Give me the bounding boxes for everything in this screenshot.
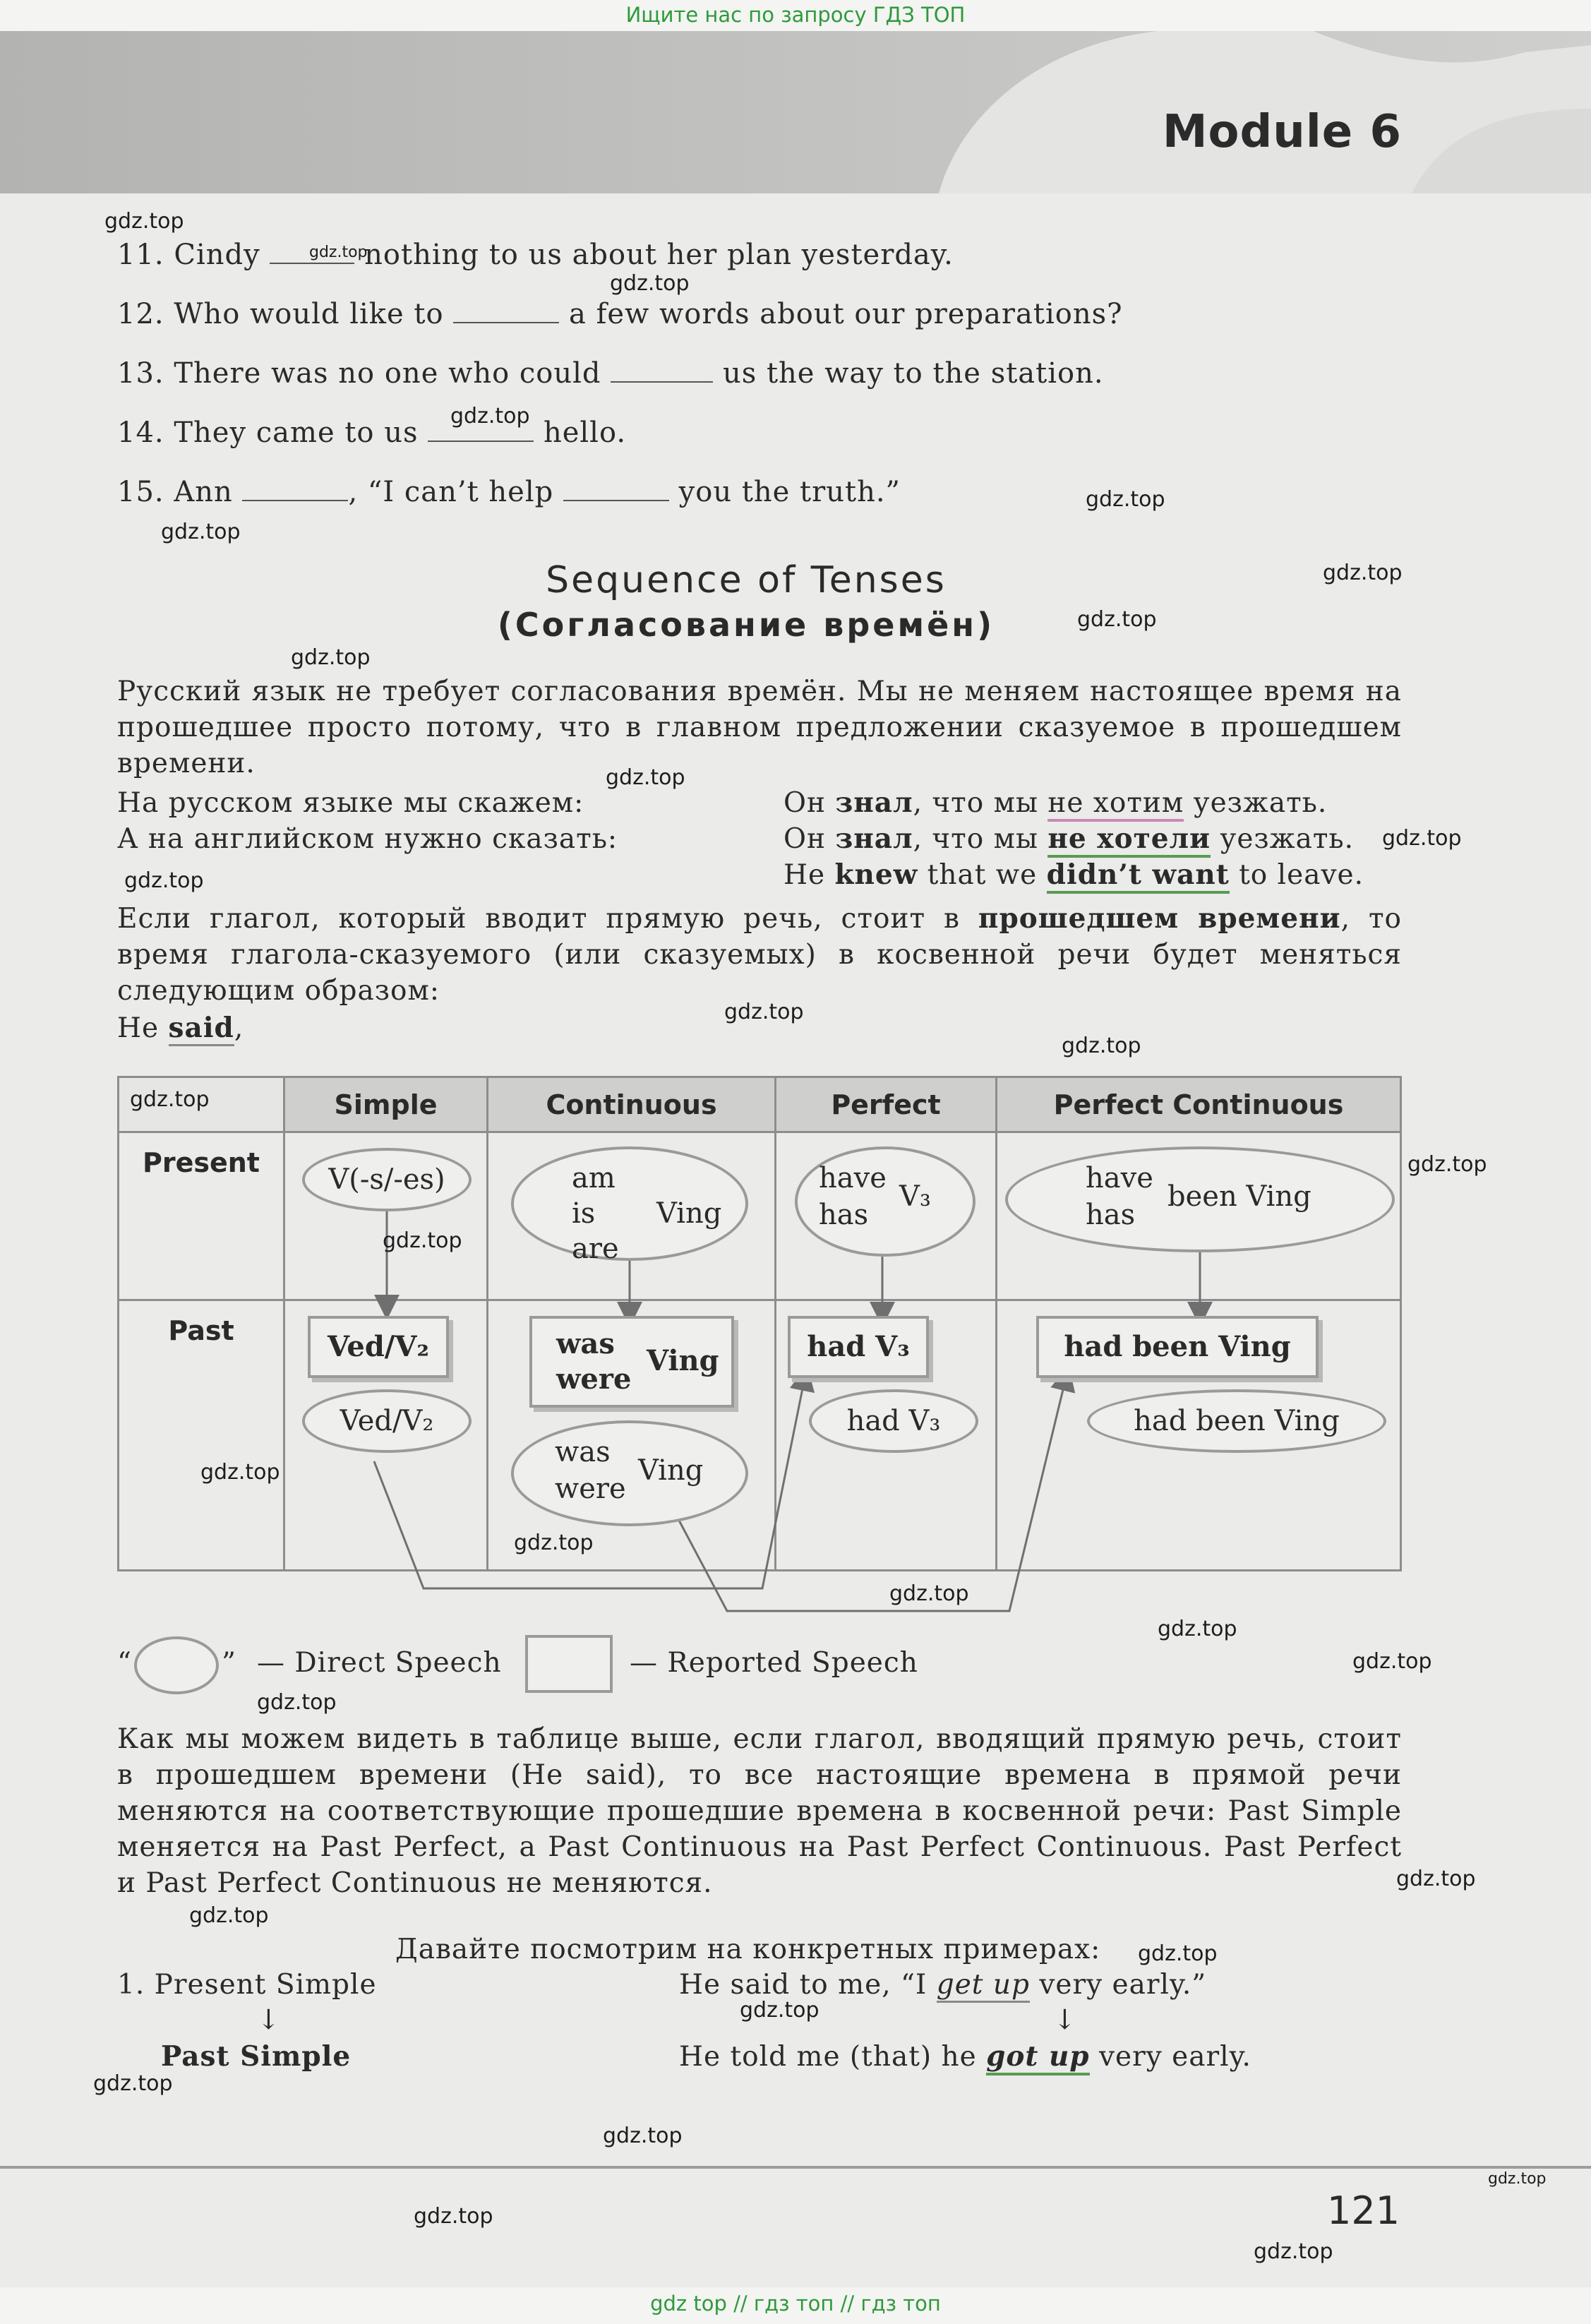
- english-example: He knew that we didn’t want to leave.: [784, 857, 1364, 893]
- exercise-text: you the truth.”: [678, 476, 901, 508]
- past-perfect-continuous-oval: had been Ving: [1087, 1389, 1386, 1453]
- russian-example-1: Он знал, что мы не хотим уезжать.: [784, 785, 1327, 821]
- down-arrow: ↓: [257, 2004, 281, 2036]
- explanation-paragraph: Как мы можем видеть в таблице выше, если глагол, вводящий прямую речь, стоит в прошедшем времени (He said), то все настоящие времена в прямой речи меняются на соответствующие прошедшие времена в косвенной речи: Past Simple меняется на Past Perfect, а Past Continuous на Past Perfect Continuous. Past Perfect и Past Perfect Continuous не меняются.: [117, 1723, 1402, 1899]
- module-title: Module 6: [1162, 106, 1402, 158]
- watermark: gdz.top: [603, 2124, 683, 2148]
- exercise-text: , “I can’t help: [348, 476, 554, 508]
- past-continuous-box: was were Ving: [529, 1316, 734, 1408]
- past-perfect-continuous-box: had been Ving: [1036, 1316, 1319, 1378]
- exercise-number: 14.: [117, 417, 164, 449]
- exercise-text: us the way to the station.: [722, 357, 1104, 390]
- legend-direct-oval: [134, 1636, 219, 1694]
- watermark: gdz.top: [1077, 607, 1157, 632]
- exercise-text: Ann: [174, 476, 233, 508]
- footer-divider: [0, 2166, 1591, 2169]
- watermark: gdz.top: [1382, 826, 1462, 851]
- watermark: gdz.top: [291, 645, 371, 670]
- watermark: gdz.top: [1396, 1867, 1476, 1891]
- watermark: gdz.top: [1062, 1034, 1141, 1058]
- he-said-line: He said,: [117, 1010, 244, 1046]
- row-past: Past: [119, 1300, 284, 1571]
- watermark: gdz.top: [1488, 2170, 1547, 2188]
- present-perfect-oval: have has V₃: [795, 1146, 975, 1257]
- present-simple-oval: V(-s/-es): [302, 1148, 472, 1211]
- russian-example-2: Он знал, что мы не хотели уезжать.: [784, 821, 1354, 857]
- example-1-label: 1. Present Simple: [117, 1969, 377, 2001]
- down-arrow: ↓: [1053, 2004, 1077, 2036]
- watermark: gdz.top: [450, 404, 530, 429]
- watermark: gdz.top: [1323, 561, 1403, 585]
- watermark: gdz.top: [189, 1903, 269, 1928]
- past-continuous-oval: was were Ving: [511, 1420, 748, 1526]
- exercise-number: 12.: [117, 298, 164, 330]
- watermark: gdz.top: [104, 209, 184, 234]
- exercise-text: a few words about our preparations?: [569, 298, 1123, 330]
- past-simple-box: Ved/V₂: [308, 1316, 449, 1378]
- present-perfect-continuous-oval: have has been Ving: [1005, 1146, 1395, 1252]
- example-1-reported: He told me (that) he got up very early.: [679, 2039, 1251, 2075]
- rule-paragraph: Если глагол, который вводит прямую речь, стоит в прошедшем времени, то время глагола-сказуемого (или сказуемых) в косвенной речи будет меняться следующим образом:: [117, 902, 1402, 1007]
- watermark: gdz.top: [1352, 1649, 1432, 1674]
- watermark: gdz.top: [414, 2204, 493, 2229]
- exercise-text: Cindy: [174, 239, 260, 271]
- russian-label: На русском языке мы скажем:: [117, 787, 584, 819]
- exercise-number: 15.: [117, 476, 164, 508]
- watermark: gdz.top: [161, 520, 241, 544]
- legend-close-quote: ”: [222, 1647, 236, 1679]
- exercise-text: hello.: [543, 417, 627, 449]
- past-perfect-box: had V₃: [788, 1316, 929, 1378]
- section-title: Sequence of Tenses: [546, 559, 947, 601]
- watermark: gdz.top: [1086, 487, 1165, 512]
- watermark: gdz.top: [724, 1000, 804, 1024]
- watermark: gdz.top: [1254, 2239, 1333, 2264]
- watermark: gdz.top: [889, 1581, 969, 1606]
- intro-paragraph: Русский язык не требует согласования времён. Мы не меняем настоящее время на прошедшее просто потому, что в главном предложении сказуемое в прошедшем времени.: [117, 676, 1402, 779]
- exercise-text: Who would like to: [174, 298, 444, 330]
- watermark: gdz.top: [124, 868, 204, 893]
- header-continuous: Continuous: [488, 1077, 776, 1132]
- past-simple-oval: Ved/V₂: [302, 1389, 472, 1453]
- watermark: gdz.top: [606, 765, 685, 790]
- section-subtitle: (Согласование времён): [497, 606, 995, 644]
- past-perfect-oval: had V₃: [809, 1389, 978, 1453]
- english-label: А на английском нужно сказать:: [117, 823, 618, 855]
- watermark: gdz.top: [383, 1228, 462, 1253]
- bottom-links[interactable]: gdz top // гдз топ // гдз топ: [650, 2292, 941, 2316]
- watermark: gdz.top: [1138, 1941, 1218, 1966]
- watermark: gdz.top: [1407, 1152, 1487, 1177]
- exercise-text: They came to us: [174, 417, 419, 449]
- row-present: Present: [119, 1132, 284, 1300]
- header-perfect: Perfect: [776, 1077, 997, 1132]
- examples-intro: Давайте посмотрим на конкретных примерах:: [395, 1934, 1101, 1965]
- example-1-direct: He said to me, “I get up very early.”: [679, 1967, 1206, 2003]
- exercise-number: 13.: [117, 357, 164, 390]
- legend-reported-box: [525, 1635, 613, 1693]
- exercise-text: There was no one who could: [174, 357, 601, 390]
- legend-open-quote: “: [117, 1647, 132, 1679]
- example-1-result: Past Simple: [161, 2040, 352, 2073]
- watermark: gdz.top: [610, 271, 690, 296]
- exercise-text: nothing to us about her plan yesterday.: [364, 239, 954, 271]
- watermark: gdz.top: [740, 1998, 819, 2023]
- legend-reported-speech: — Reported Speech: [630, 1647, 918, 1679]
- exercise-number: 11.: [117, 239, 164, 271]
- watermark: gdz.top: [200, 1460, 280, 1485]
- watermark: gdz.top: [1158, 1617, 1237, 1641]
- present-continuous-oval: am is are Ving: [511, 1146, 748, 1261]
- top-search-link[interactable]: Ищите нас по запросу ГДЗ ТОП: [625, 3, 966, 27]
- watermark: gdz.top: [309, 244, 368, 261]
- header-simple: Simple: [284, 1077, 488, 1132]
- watermark: gdz.top: [514, 1531, 594, 1555]
- watermark: gdz.top: [257, 1690, 337, 1715]
- page-number: 121: [1327, 2188, 1400, 2233]
- watermark: gdz.top: [130, 1087, 210, 1112]
- watermark: gdz.top: [93, 2071, 173, 2096]
- header-perfect-continuous: Perfect Continuous: [997, 1077, 1401, 1132]
- legend-direct-speech: — Direct Speech: [257, 1647, 502, 1679]
